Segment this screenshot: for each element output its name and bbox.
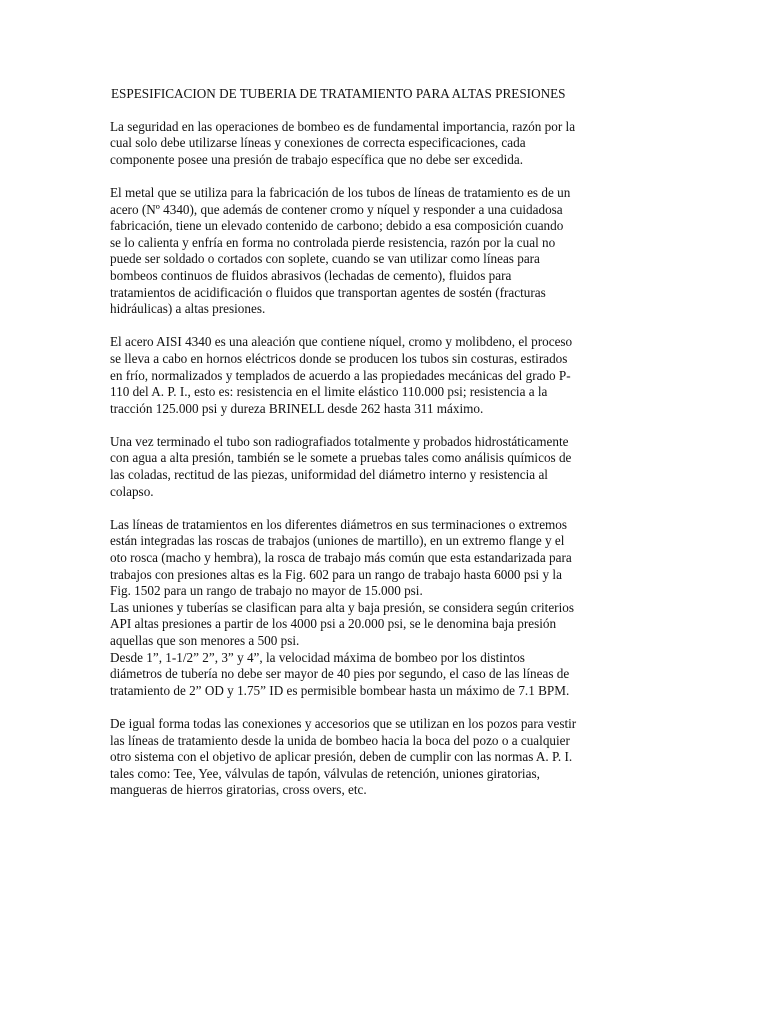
text-line: De igual forma todas las conexiones y accesorios que se utilizan en los pozos para vestir	[110, 715, 577, 731]
text-line: oto rosca (macho y hembra), la rosca de trabajo más común que esta estandarizada para	[110, 550, 572, 566]
text-line: La seguridad en las operaciones de bombeo es de fundamental importancia, razón por la	[110, 118, 576, 134]
text-line: Las uniones y tuberías se clasifican para alta y baja presión, se considera según criterios	[110, 599, 574, 615]
text-line: Una vez terminado el tubo son radiografiados totalmente y probados hidrostáticamente	[110, 433, 569, 449]
text-line: con agua a alta presión, también se le somete a pruebas tales como análisis químicos de	[110, 450, 572, 466]
text-line: cual solo debe utilizarse líneas y conexiones de correcta especificaciones, cada	[110, 135, 526, 151]
text-line: tales como: Tee, Yee, válvulas de tapón, válvulas de retención, uniones giratorias,	[110, 765, 540, 781]
text-line: trabajos con presiones altas es la Fig. 602 para un rango de trabajo hasta 6000 psi y la	[110, 566, 562, 582]
text-line: se lo calienta y enfría en forma no controlada pierde resistencia, razón por la cual no	[110, 234, 556, 250]
paragraph-testing	[110, 434, 662, 500]
paragraph-metal	[110, 185, 662, 318]
text-line: las líneas de tratamiento desde la unida de bombeo hacia la boca del pozo o a cualquier	[110, 732, 570, 748]
text-line: fabricación, tiene un elevado contenido de carbono; debido a esa composición cuando	[110, 218, 564, 234]
text-line: acero (Nº 4340), que además de contener cromo y níquel y responder a una cuidadosa	[110, 201, 563, 217]
paragraph-threads-pressures	[110, 517, 662, 700]
text-line: colapso.	[110, 483, 154, 499]
text-line: en frío, normalizados y templados de acuerdo a las propiedades mecánicas del grado P-	[110, 367, 571, 383]
text-line: se lleva a cabo en hornos eléctricos donde se producen los tubos sin costuras, estirados	[110, 350, 568, 366]
text-line: tratamientos de acidificación o fluidos que transportan agentes de sostén (fracturas	[110, 284, 546, 300]
text-line: hidráulicas) a altas presiones.	[110, 301, 266, 317]
text-line: El metal que se utiliza para la fabricación de los tubos de líneas de tratamiento es de un	[110, 184, 571, 200]
paragraph-safety	[110, 119, 662, 169]
document-page	[110, 86, 662, 799]
text-line: API altas presiones a partir de los 4000 psi a 20.000 psi, se le denomina baja presión	[110, 616, 557, 632]
text-line: El acero AISI 4340 es una aleación que contiene níquel, cromo y molibdeno, el proceso	[110, 334, 573, 350]
text-line: componente posee una presión de trabajo específica que no debe ser excedida.	[110, 151, 524, 167]
text-line: Las líneas de tratamientos en los diferentes diámetros en sus terminaciones o extremos	[110, 516, 568, 532]
text-line: Desde 1”, 1-1/2” 2”, 3” y 4”, la velocidad máxima de bombeo por los distintos	[110, 649, 525, 665]
text-line: tracción 125.000 psi y dureza BRINELL desde 262 hasta 311 máximo.	[110, 400, 484, 416]
text-line: diámetros de tubería no debe ser mayor de 40 pies por segundo, el caso de las líneas de	[110, 666, 570, 682]
text-line: puede ser soldado o cortados con soplete, cuando se van utilizar como líneas para	[110, 251, 540, 267]
text-line: otro sistema con el objetivo de aplicar presión, deben de cumplir con las normas A. P. I.	[110, 749, 573, 765]
text-line: Fig. 1502 para un rango de trabajo no mayor de 15.000 psi.	[110, 583, 423, 599]
text-line: tratamiento de 2” OD y 1.75” ID es permisible bombear hasta un máximo de 7.1 BPM.	[110, 682, 570, 698]
document-title: ESPESIFICACION DE TUBERIA DE TRATAMIENTO PARA ALTAS PRESIONES	[111, 86, 566, 101]
text-line: las coladas, rectitud de las piezas, uniformidad del diámetro interno y resistencia al	[110, 467, 548, 483]
paragraph-connections	[110, 716, 662, 799]
paragraph-aisi-4340	[110, 334, 662, 417]
text-line: mangueras de hierros giratorias, cross overs, etc.	[110, 782, 367, 798]
text-line: están integradas las roscas de trabajos (uniones de martillo), en un extremo flange y el	[110, 533, 565, 549]
text-line: bombeos continuos de fluidos abrasivos (lechadas de cemento), fluidos para	[110, 267, 512, 283]
text-line: aquellas que son menores a 500 psi.	[110, 633, 300, 648]
text-line: 110 del A. P. I., esto es: resistencia en el limite elástico 110.000 psi; resistencia a la	[110, 384, 548, 400]
